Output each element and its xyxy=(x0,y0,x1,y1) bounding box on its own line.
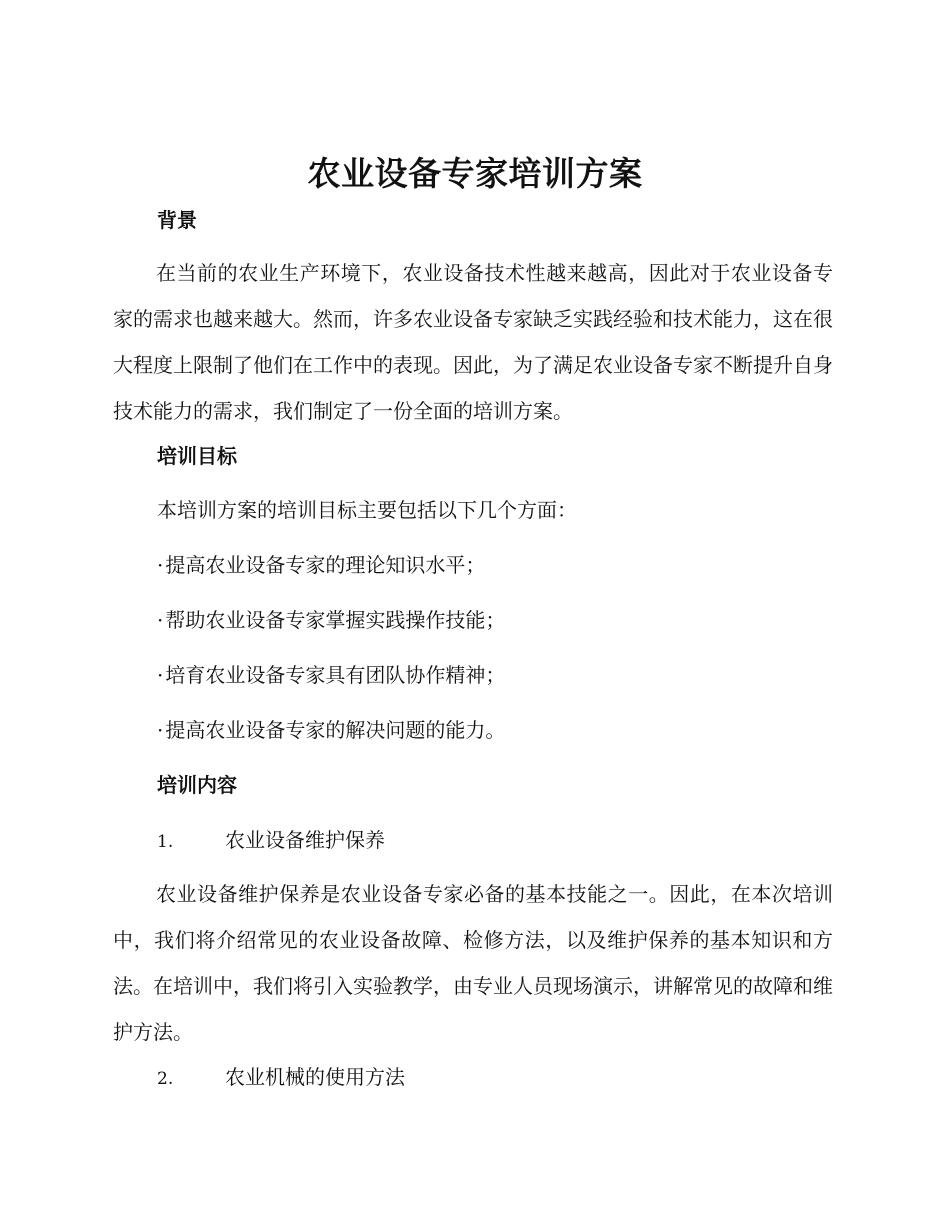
bullet-icon: · xyxy=(157,663,164,687)
content-item-paragraph: 农业设备维护保养是农业设备专家必备的基本技能之一。因此，在本次培训中，我们将介绍常见的农业设备故障、检修方法，以及维护保养的基本知识和方法。在培训中，我们将引入实验教学，由专业人员现场演示，讲解常见的故障和维护方法。 xyxy=(113,882,833,1044)
section-heading-background: 背景 xyxy=(157,208,197,232)
goal-bullet-item xyxy=(157,551,485,579)
goals-intro: 本培训方案的培训目标主要包括以下几个方面： xyxy=(157,498,577,522)
content-item-title: 农业机械的使用方法 xyxy=(225,1065,405,1089)
section-heading-content: 培训内容 xyxy=(157,773,237,797)
content-item-number: 2. xyxy=(157,1069,174,1089)
bullet-icon: · xyxy=(157,553,164,577)
content-item-number: 1. xyxy=(157,832,174,852)
content-item-title: 农业设备维护保养 xyxy=(225,828,385,852)
goal-bullet-item xyxy=(157,716,505,744)
goal-bullet-text: 帮助农业设备专家掌握实践操作技能； xyxy=(165,608,506,632)
bullet-icon: · xyxy=(157,718,164,742)
background-paragraph: 在当前的农业生产环境下，农业设备技术性越来越高，因此对于农业设备专家的需求也越来越大。然而，许多农业设备专家缺乏实践经验和技术能力，这在很大程度上限制了他们在工作中的表现。因此，为了满足农业设备专家不断提升自身技术能力的需求，我们制定了一份全面的培训方案。 xyxy=(113,261,833,423)
goal-bullet-text: 提高农业设备专家的解决问题的能力。 xyxy=(165,718,506,742)
content-item-heading xyxy=(157,1063,405,1093)
goal-bullet-text: 培育农业设备专家具有团队协作精神； xyxy=(165,663,506,687)
bullet-icon: · xyxy=(157,608,164,632)
goal-bullet-text: 提高农业设备专家的理论知识水平； xyxy=(165,553,486,577)
document-title: 农业设备专家培训方案 xyxy=(307,154,643,193)
goal-bullet-item xyxy=(157,606,505,634)
goal-bullet-item xyxy=(157,661,505,689)
content-item-heading xyxy=(157,826,385,856)
section-heading-goals: 培训目标 xyxy=(157,444,237,468)
